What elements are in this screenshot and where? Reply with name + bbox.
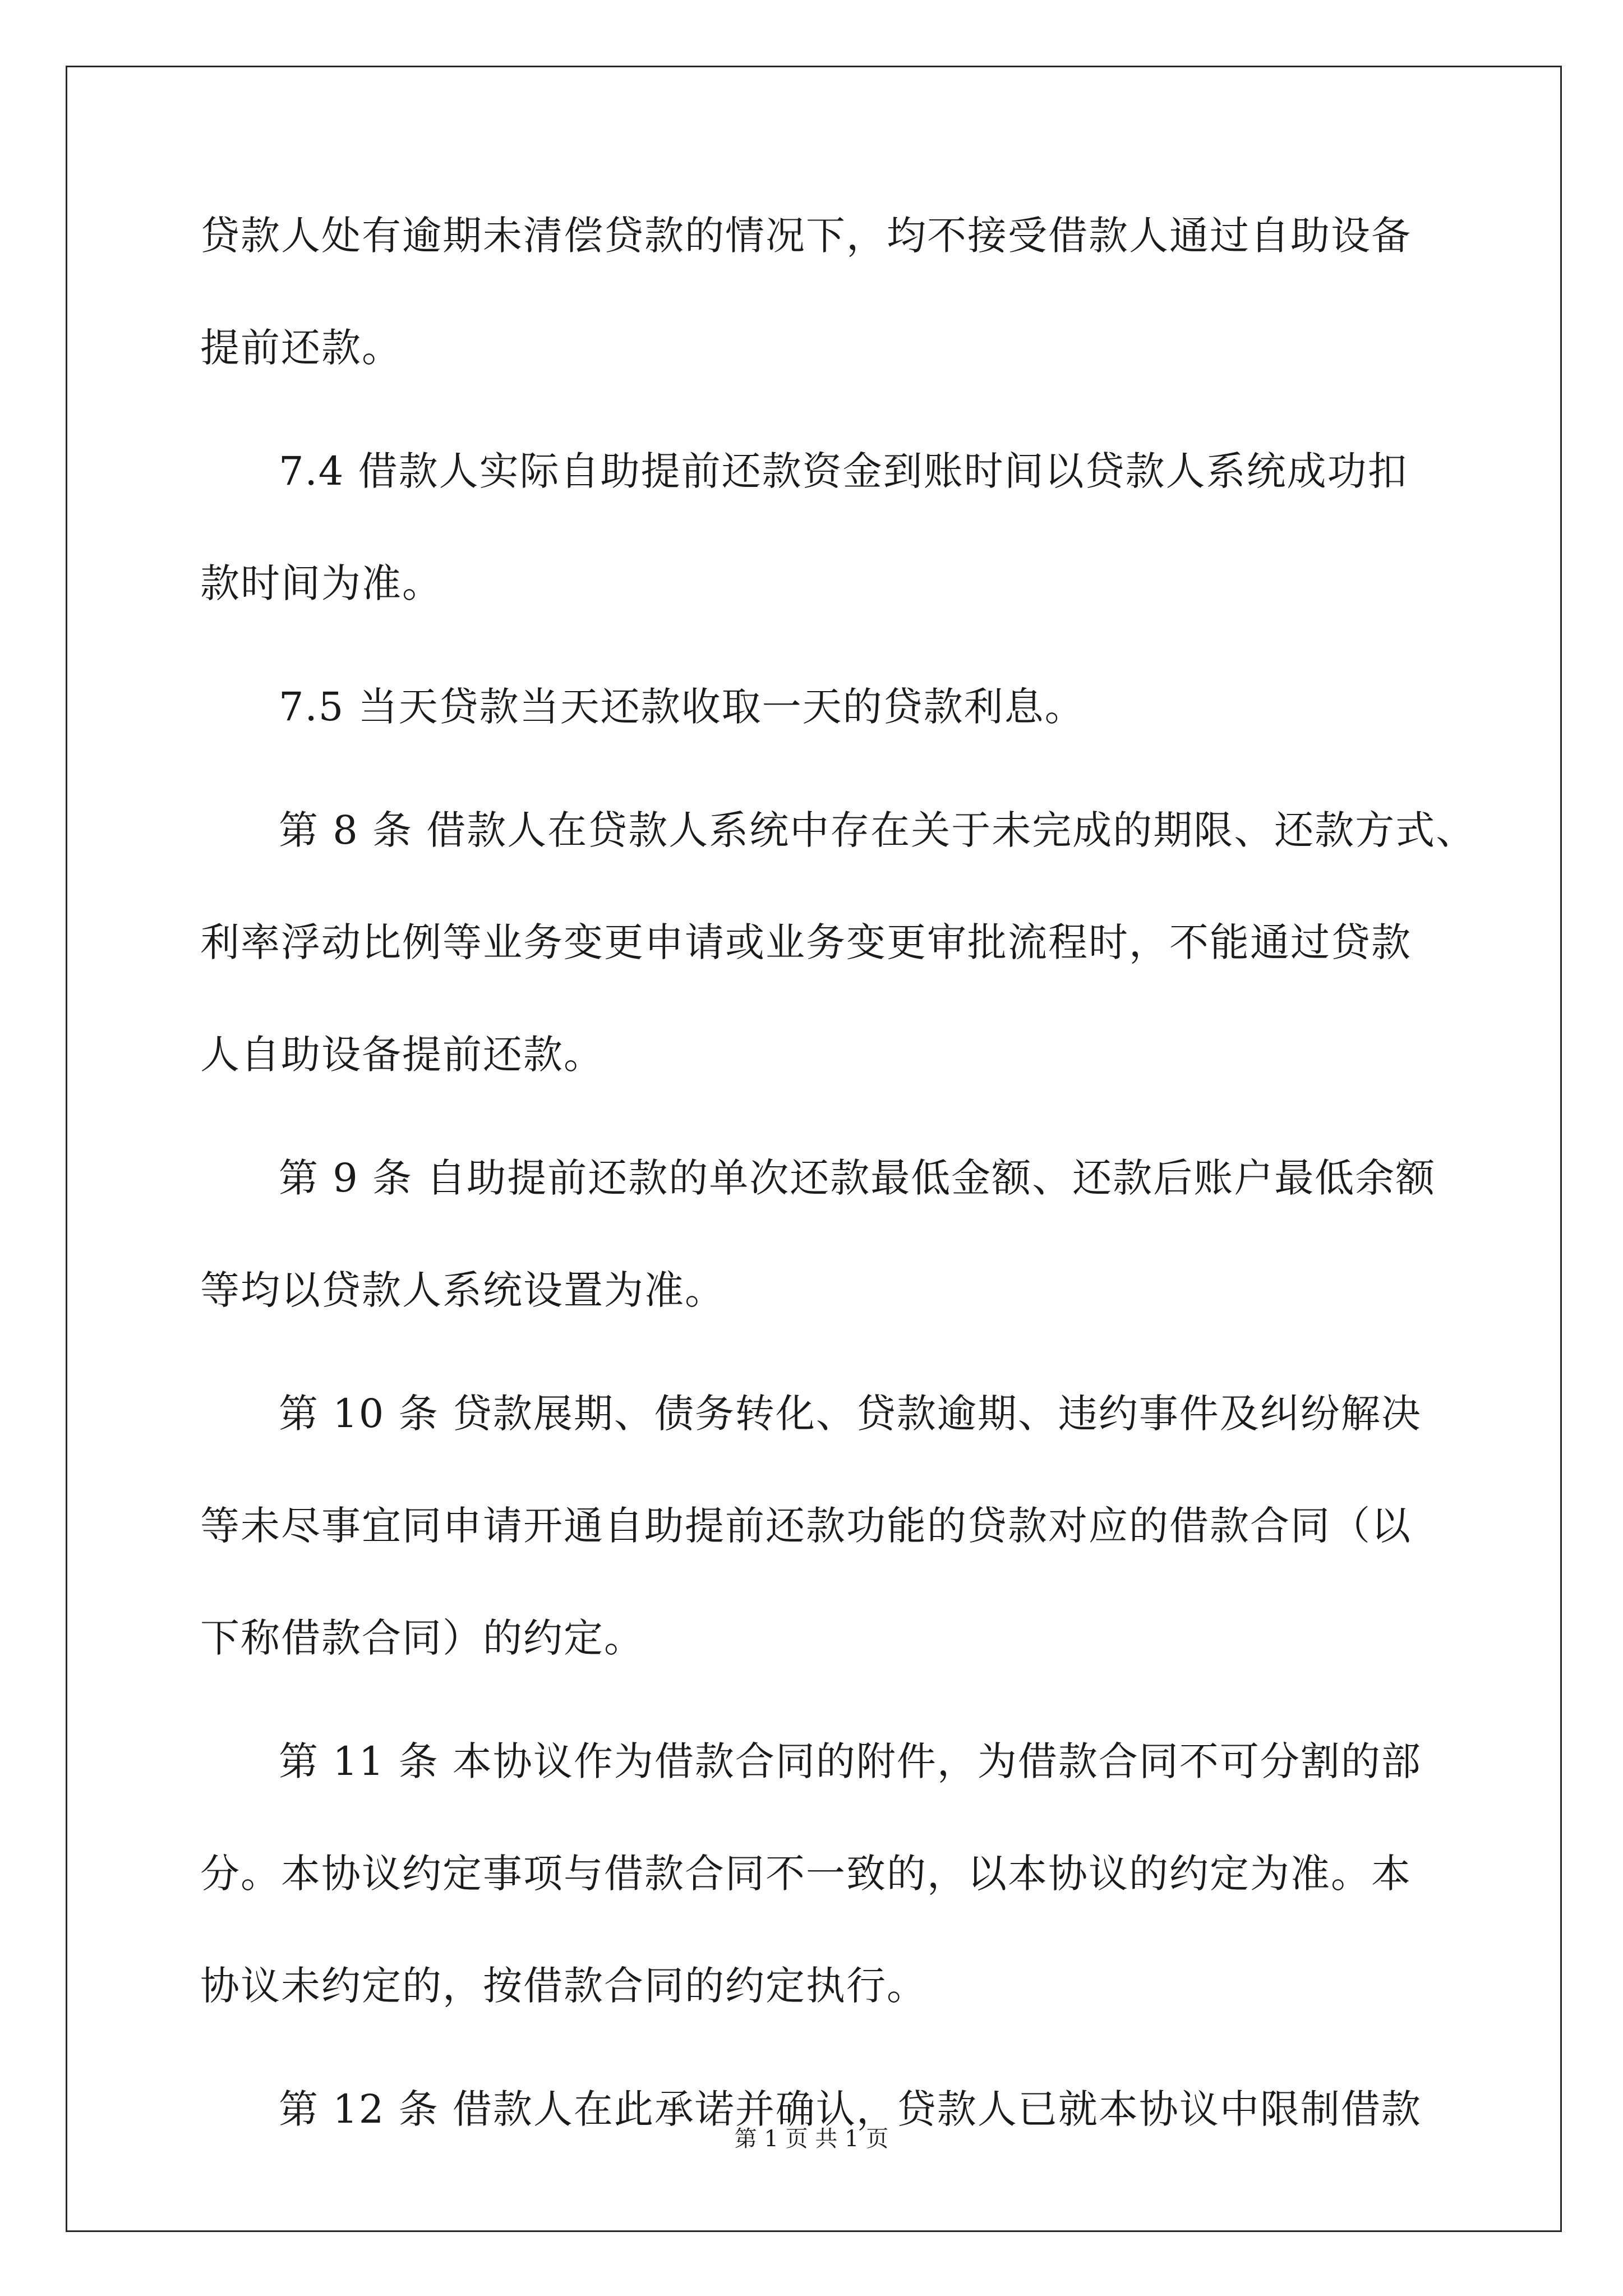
- text-line: 分。本协议约定事项与借款合同不一致的，以本协议的约定为准。本: [200, 1851, 1412, 1897]
- text-line: 提前还款。: [200, 325, 402, 371]
- text-line: 款时间为准。: [200, 560, 442, 606]
- text-line: 贷款人处有逾期未清偿贷款的情况下，均不接受借款人通过自助设备: [200, 213, 1412, 259]
- text-line: 等未尽事宜同申请开通自助提前还款功能的贷款对应的借款合同（以: [200, 1503, 1412, 1549]
- article-12-line: 第 12 条 借款人在此承诺并确认，贷款人已就本协议中限制借款: [279, 2086, 1422, 2132]
- text-line: 等均以贷款人系统设置为准。: [200, 1267, 725, 1313]
- text-line: 协议未约定的，按借款合同的约定执行。: [200, 1963, 927, 2009]
- page-number-footer: 第 1 页 共 1 页: [734, 2126, 889, 2152]
- article-10-line: 第 10 条 贷款展期、债务转化、贷款逾期、违约事件及纠纷解决: [279, 1391, 1422, 1437]
- paragraph-7-4-line: 7.4 借款人实际自助提前还款资金到账时间以贷款人系统成功扣: [279, 448, 1408, 494]
- paragraph-7-5-line: 7.5 当天贷款当天还款收取一天的贷款利息。: [279, 684, 1085, 730]
- text-line: 人自助设备提前还款。: [200, 1032, 604, 1078]
- text-line: 利率浮动比例等业务变更申请或业务变更审批流程时，不能通过贷款: [200, 919, 1412, 965]
- article-9-line: 第 9 条 自助提前还款的单次还款最低金额、还款后账户最低余额: [279, 1155, 1436, 1201]
- article-8-line: 第 8 条 借款人在贷款人系统中存在关于未完成的期限、还款方式、: [279, 807, 1477, 853]
- article-11-line: 第 11 条 本协议作为借款合同的附件，为借款合同不可分割的部: [279, 1738, 1422, 1784]
- page-border: [66, 66, 1562, 2232]
- text-line: 下称借款合同）的约定。: [200, 1615, 644, 1661]
